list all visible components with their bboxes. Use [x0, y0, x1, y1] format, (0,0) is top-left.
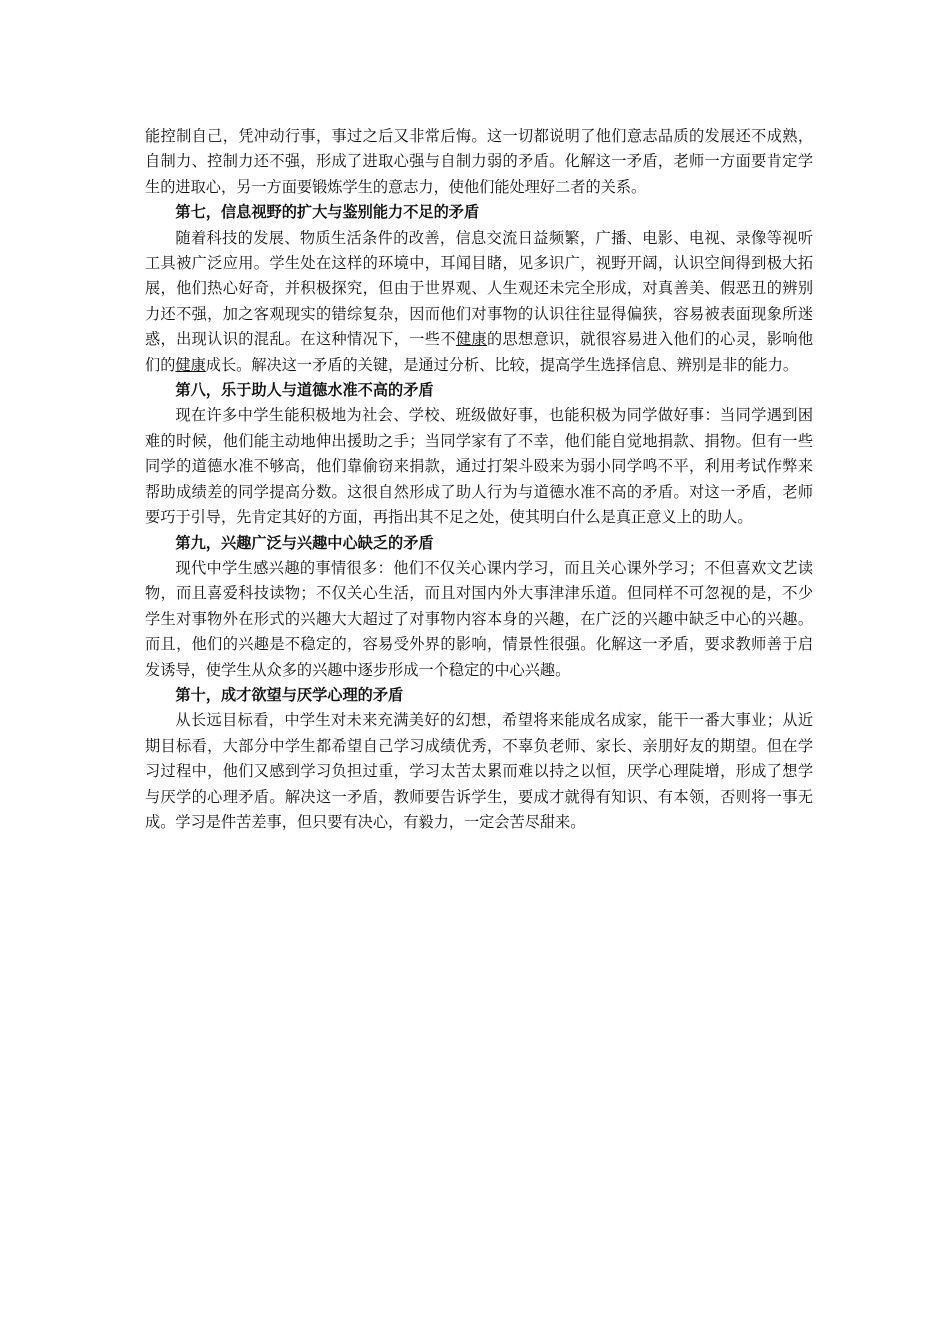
section-heading-10: 第十，成才欲望与厌学心理的矛盾 — [175, 685, 404, 704]
health-link[interactable]: 健康 — [455, 330, 487, 349]
paragraph-text: 成长。解决这一矛盾的关键，是通过分析、比较，提高学生选择信息、辨别是非的能力。 — [205, 355, 799, 374]
paragraph-section-10: 从长远目标看，中学生对未来充满美好的幻想，希望将来能成名成家，能干一番大事业；从近期目标看，大部分中学生都希望自己学习成绩优秀，不辜负老师、家长、亲朋好友的期望。但在学习过程中，他们又感到学习负担过重，学习太苦太累而难以持之以恒，厌学心理陡增，形成了想学与厌学的心理矛盾。解决这一矛盾，教师要告诉学生，要成才就得有知识、有本领，否则将一事无成。学习是件苦差事，但只要有决心，有毅力，一定会苦尽甜来。 — [145, 711, 813, 831]
paragraph-section-7 — [145, 226, 813, 378]
paragraph-text: 随着科技的发展、物质生活条件的改善，信息交流日益频繁，广播、电影、电视、录像等视听工具被广泛应用。学生处在这样的环境中，耳闻目睹，见多识广，视野开阔，认识空间得到极大拓展，他们热心好奇，并积极探究，但由于世界观、人生观还未完全形成，对真善美、假恶丑的辨别力还不强，加之客观现实的错综复杂，因而他们对事物的认识往往显得偏狭，容易被表面现象所迷惑，出现认识的混乱。在这种情况下，一些不 — [145, 228, 813, 349]
health-link[interactable]: 健康 — [175, 355, 206, 374]
paragraph-section-9: 现代中学生感兴趣的事情很多：他们不仅关心课内学习，而且关心课外学习；不但喜欢文艺读物，而且喜爱科技读物；不仅关心生活，而且对国内外大事津津乐道。但同样不可忽视的是，不少学生对事物外在形式的兴趣大大超过了对事物内容本身的兴趣，在广泛的兴趣中缺乏中心的兴趣。而且，他们的兴趣是不稳定的，容易受外界的影响，情景性很强。化解这一矛盾，要求教师善于启发诱导，使学生从众多的兴趣中逐步形成一个稳定的中心兴趣。 — [145, 558, 813, 679]
paragraph-continued: 能控制自己，凭冲动行事，事过之后又非常后悔。这一切都说明了他们意志品质的发展还不成熟，自制力、控制力还不强，形成了进取心强与自制力弱的矛盾。化解这一矛盾，老师一方面要肯定学生的进取心，另一方面要锻炼学生的意志力，使他们能处理好二者的关系。 — [145, 127, 813, 196]
section-heading-7: 第七，信息视野的扩大与鉴别能力不足的矛盾 — [175, 203, 480, 222]
paragraph-text: 的思想意识，就很容易进入他们的心灵，影响他们的 — [145, 330, 814, 374]
section-heading-9: 第九，兴趣广泛与兴趣中心缺乏的矛盾 — [175, 533, 434, 552]
document-body — [145, 124, 813, 835]
section-heading-8: 第八，乐于助人与道德水准不高的矛盾 — [175, 381, 434, 400]
paragraph-section-8: 现在许多中学生能积极地为社会、学校、班级做好事，也能积极为同学做好事：当同学遇到困难的时候，他们能主动地伸出援助之手；当同学家有了不幸，他们能自觉地捐款、捐物。但有一些同学的道德水准不够高，他们靠偷窃来捐款，通过打架斗殴来为弱小同学鸣不平，利用考试作弊来帮助成绩差的同学提高分数。这很自然形成了助人行为与道德水准不高的矛盾。对这一矛盾，老师要巧于引导，先肯定其好的方面，再指出其不足之处，使其明白什么是真正意义上的助人。 — [145, 406, 813, 527]
